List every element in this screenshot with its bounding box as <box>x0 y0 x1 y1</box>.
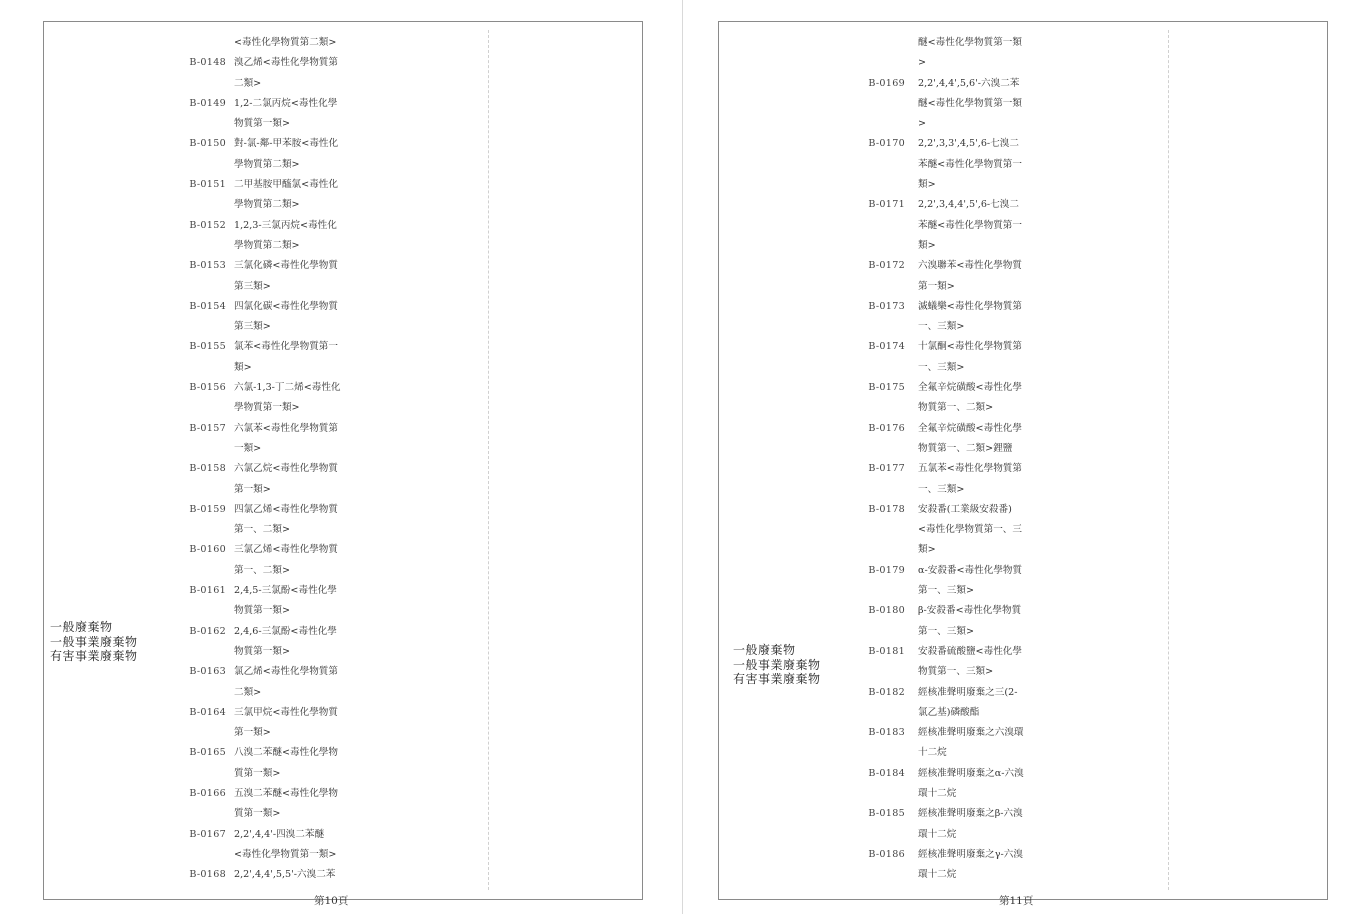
category-list <box>733 643 821 687</box>
entry-text-line: 經核准聲明廢棄之α-六溴 <box>918 767 1024 779</box>
entry-code: B-0164 <box>189 706 226 718</box>
entry-code: B-0155 <box>189 341 226 353</box>
entry-text-line: α-安殺番<毒性化學物質 <box>918 564 1023 576</box>
entry-code: B-0151 <box>189 179 226 191</box>
entry-code: B-0159 <box>189 503 226 515</box>
entry-code: B-0161 <box>189 585 226 597</box>
entry-code: B-0166 <box>189 787 226 799</box>
left-page <box>0 0 682 914</box>
entry-text-line: 環十二烷 <box>918 787 957 799</box>
entry-text-line: 二類> <box>234 77 262 89</box>
entry-text <box>234 743 338 784</box>
entry-text-line: 物質第一類> <box>234 645 291 657</box>
entry-text <box>234 581 337 622</box>
entry-text <box>918 845 1023 886</box>
entry-text-line: 第三類> <box>234 280 271 292</box>
page-frame <box>43 21 643 900</box>
category-list <box>50 620 138 664</box>
entry-text-line: 全氟辛烷磺酸<毒性化學 <box>918 382 1022 394</box>
entry-text-line: 六氯-1,3-丁二烯<毒性化 <box>234 382 341 394</box>
entry-text-line: 三氯化磷<毒性化學物質 <box>234 260 338 272</box>
entry-text-line: 物質第一、二類> <box>918 402 994 414</box>
entry-code: B-0150 <box>189 138 226 150</box>
entry-text-line: 二類> <box>234 686 262 698</box>
entry-text <box>234 622 337 663</box>
entry-text-line: 氯乙烯<毒性化學物質第 <box>234 666 338 678</box>
entry-text <box>234 256 338 297</box>
entry-text-line: 苯醚<毒性化學物質第一 <box>918 158 1022 170</box>
category-item: 有害事業廢棄物 <box>50 649 138 663</box>
entry-code: B-0179 <box>868 564 905 576</box>
entry-code: B-0174 <box>868 341 905 353</box>
entry-text-line: 八溴二苯醚<毒性化學物 <box>234 747 338 759</box>
entry-text <box>918 378 1022 419</box>
entry-text-line: 1,2-二氯丙烷<毒性化學 <box>234 97 338 109</box>
entry-text-line: 物質第一、二類>鋰鹽 <box>918 442 1013 454</box>
entry-text <box>234 134 338 175</box>
entry-text <box>234 378 341 419</box>
entry-code: B-0152 <box>189 219 226 231</box>
category-item: 一般廢棄物 <box>733 643 796 657</box>
entry-code: B-0153 <box>189 260 226 272</box>
entry-text-line: 第一、二類> <box>234 524 291 536</box>
entry-text-line: 氯苯<毒性化學物質第一 <box>234 341 338 353</box>
entry-text <box>234 33 336 53</box>
entry-text-line: 2,2',3,4,4',5',6-七溴二 <box>918 199 1019 211</box>
entry-text <box>918 804 1023 845</box>
entry-text-line: 學物質第一類> <box>234 402 300 414</box>
entry-text-line: 第一、三類> <box>918 625 975 637</box>
entry-code: B-0163 <box>189 666 226 678</box>
entry-text-line: 醚<毒性化學物質第一類 <box>918 37 1022 48</box>
right-page <box>683 0 1366 914</box>
entry-text-line: 質第一類> <box>234 767 281 779</box>
entry-text-line: 十二烷 <box>918 747 947 759</box>
entry-text-line: 第一、三類> <box>918 585 975 597</box>
entry-code: B-0176 <box>868 422 905 434</box>
entry-code: B-0160 <box>189 544 226 556</box>
column-guide <box>1168 30 1169 890</box>
entry-text <box>918 723 1024 764</box>
entry-text-line: 2,2',4,4'-四溴二苯醚 <box>234 828 325 840</box>
entry-code: B-0183 <box>868 727 905 739</box>
entry-text-line: 安殺番硫酸鹽<毒性化學 <box>918 645 1022 657</box>
entry-text-line: 二甲基胺甲醯氯<毒性化 <box>234 179 338 191</box>
entry-text <box>234 175 338 216</box>
entry-text-line: β-安殺番<毒性化學物質 <box>918 605 1022 617</box>
entry-text-line: 一類> <box>234 442 262 454</box>
entry-text <box>918 297 1022 338</box>
entry-text-line: 類> <box>918 544 936 556</box>
entry-text-line: 六溴聯苯<毒性化學物質 <box>918 260 1022 272</box>
entry-text-line: 第一類> <box>918 280 955 292</box>
entry-text <box>234 53 338 94</box>
category-item: 一般事業廢棄物 <box>733 657 821 672</box>
entry-code: B-0173 <box>868 300 905 312</box>
entry-code: B-0170 <box>868 138 905 150</box>
entry-text-line: 五溴二苯醚<毒性化學物 <box>234 787 338 799</box>
entry-code: B-0167 <box>189 828 226 840</box>
entry-code: B-0148 <box>189 57 226 69</box>
entry-text-line: 2,4,6-三氯酚<毒性化學 <box>234 625 337 637</box>
entry-text-line: 類> <box>234 361 252 373</box>
entry-text-line: 四氯乙烯<毒性化學物質 <box>234 503 338 515</box>
entry-code: B-0185 <box>868 808 905 820</box>
entry-text-line: 安殺番(工業級安殺番) <box>918 503 1012 515</box>
entry-text-line: 六氯苯<毒性化學物質第 <box>234 422 338 434</box>
entry-text <box>918 195 1022 256</box>
entry-text-line: 1,2,3-三氯丙烷<毒性化 <box>234 219 337 231</box>
page-number: 第10頁 <box>314 895 349 907</box>
entry-code: B-0184 <box>868 767 905 779</box>
entry-text <box>234 500 338 541</box>
entry-text-line: 2,2',4,4',5,6'-六溴二苯 <box>918 77 1020 89</box>
entry-code: B-0175 <box>868 382 905 394</box>
entry-text <box>234 459 338 500</box>
category-item: 有害事業廢棄物 <box>733 672 821 686</box>
entry-code: B-0168 <box>189 869 226 881</box>
entry-text-line: 醚<毒性化學物質第一類 <box>918 97 1022 109</box>
entry-text-line: <毒性化學物質第一、三 <box>918 524 1022 536</box>
entry-text-line: 第一類> <box>234 727 271 739</box>
entry-code: B-0165 <box>189 747 226 759</box>
entry-text-line: 一、三類> <box>918 321 965 333</box>
entry-code: B-0171 <box>868 199 905 211</box>
entry-code: B-0178 <box>868 503 905 515</box>
entry-text-line: 學物質第二類> <box>234 199 300 211</box>
entry-text <box>918 256 1022 297</box>
entry-text-line: 環十二烷 <box>918 869 957 881</box>
entry-text <box>918 601 1021 642</box>
entry-code: B-0162 <box>189 625 226 637</box>
entry-text-line: 2,2',3,3',4,5',6-七溴二 <box>918 138 1019 150</box>
entry-text-line: 類> <box>918 179 936 191</box>
entry-code: B-0181 <box>868 645 905 657</box>
entry-text-line: 類> <box>918 239 936 251</box>
entry-text-line: > <box>918 118 927 130</box>
entry-text-line: 物質第一、三類> <box>918 666 994 678</box>
entry-text-line: <毒性化學物質第二類> <box>234 37 337 48</box>
category-item: 一般事業廢棄物 <box>50 634 138 649</box>
entry-text-line: 全氟辛烷磺酸<毒性化學 <box>918 422 1022 434</box>
entry-text-line: 十氯酮<毒性化學物質第 <box>918 341 1022 353</box>
entry-text-line: 苯醚<毒性化學物質第一 <box>918 219 1022 231</box>
entry-code: B-0154 <box>189 300 226 312</box>
entry-text-line: 學物質第二類> <box>234 239 300 251</box>
entry-text <box>234 337 338 378</box>
entry-text-line: 第一、二類> <box>234 564 291 576</box>
entry-code: B-0172 <box>868 260 905 272</box>
entry-text-line: 三氯甲烷<毒性化學物質 <box>234 706 338 718</box>
entry-text-line: 五氯苯<毒性化學物質第 <box>918 463 1022 475</box>
entry-text-line: 氯乙基)磷酸酯 <box>918 706 980 718</box>
entry-text-line: 物質第一類> <box>234 605 291 617</box>
entry-text <box>918 74 1022 135</box>
entry-text <box>918 764 1024 805</box>
entry-text-line: <毒性化學物質第一類> <box>234 848 337 860</box>
category-item: 一般廢棄物 <box>50 620 113 634</box>
entry-text-line: 三氯乙烯<毒性化學物質 <box>234 544 338 556</box>
entry-text-line: 經核准聲明廢棄之六溴環 <box>918 727 1024 739</box>
entry-code: B-0182 <box>868 686 905 698</box>
entry-text <box>918 561 1022 602</box>
entry-text-line: 2,2',4,4',5,5'-六溴二苯 <box>234 869 336 881</box>
entry-text-line: 質第一類> <box>234 808 281 820</box>
entry-text <box>234 540 338 581</box>
entry-text-line: 經核准聲明廢棄之γ-六溴 <box>918 848 1023 860</box>
entry-code: B-0158 <box>189 463 226 475</box>
entry-text <box>918 134 1022 195</box>
entry-text <box>234 94 337 135</box>
entry-text-line: 溴乙烯<毒性化學物質第 <box>234 57 338 69</box>
entry-text <box>918 683 1017 724</box>
entry-text-line: 滅蟻樂<毒性化學物質第 <box>918 300 1022 312</box>
entry-text <box>234 419 338 460</box>
entry-text <box>234 662 338 703</box>
entry-text <box>918 337 1022 378</box>
entry-code: B-0156 <box>189 382 226 394</box>
entry-text-line: 學物質第二類> <box>234 158 300 170</box>
entry-text <box>234 297 338 338</box>
column-guide <box>488 30 489 890</box>
entry-text-line: 環十二烷 <box>918 828 957 840</box>
entry-text-line: 經核准聲明廢棄之三(2- <box>918 686 1018 698</box>
entry-code: B-0149 <box>189 97 226 109</box>
entry-text-line: 第一類> <box>234 483 271 495</box>
page-number: 第11頁 <box>999 895 1034 907</box>
entry-text-line: 六氯乙烷<毒性化學物質 <box>234 463 338 475</box>
entry-code: B-0157 <box>189 422 226 434</box>
entry-text-line: 四氯化碳<毒性化學物質 <box>234 300 338 312</box>
entry-text <box>234 784 338 825</box>
entry-text-line: 一、三類> <box>918 361 965 373</box>
entry-code: B-0169 <box>868 77 905 89</box>
entry-text <box>918 642 1022 683</box>
entry-text <box>234 825 336 866</box>
entry-code: B-0186 <box>868 848 905 860</box>
entry-text-line: 經核准聲明廢棄之β-六溴 <box>918 808 1023 820</box>
entry-text-line: 第三類> <box>234 321 271 333</box>
entry-text <box>234 703 338 744</box>
entry-text <box>234 865 335 885</box>
entry-code: B-0180 <box>868 605 905 617</box>
entry-text-line: 一、三類> <box>918 483 965 495</box>
entry-text-line: > <box>918 57 927 69</box>
entry-text <box>918 500 1022 561</box>
entry-text <box>918 33 1022 74</box>
entry-text-line: 對-氯-鄰-甲苯胺<毒性化 <box>234 138 339 150</box>
entry-text <box>918 419 1022 460</box>
entry-text-line: 物質第一類> <box>234 118 291 130</box>
entry-text <box>234 216 337 257</box>
entry-code: B-0177 <box>868 463 905 475</box>
entry-text-line: 2,4,5-三氯酚<毒性化學 <box>234 585 337 597</box>
entry-text <box>918 459 1022 500</box>
